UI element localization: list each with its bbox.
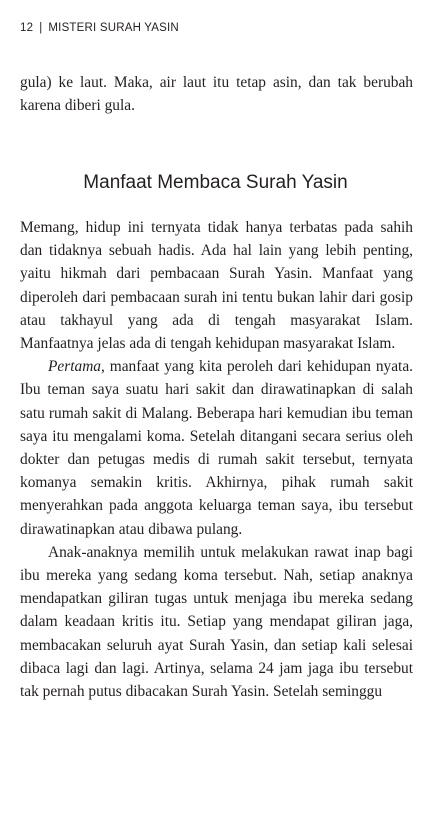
paragraph-2 — [20, 355, 413, 541]
section-heading: Manfaat Membaca Surah Yasin — [83, 172, 348, 193]
paragraph-1: Memang, hidup ini ternyata tidak hanya terbatas pada sahih dan tidaknya sebuah hadis. Ada hal lain yang lebih penting, yaitu hikmah dari pembacaan Surah Yasin. Manfaat yang diperoleh dari pembacaan surah ini tentu bukan lahir dari gosip atau takhayul yang ada di tengah masyarakat Islam. Manfaatnya jelas ada di tengah kehidupan masyarakat Islam. — [20, 219, 413, 353]
running-header — [20, 22, 179, 34]
paragraph-3: Anak-anaknya memilih untuk melakukan rawat inap bagi ibu mereka yang sedang koma tersebut. Nah, setiap anaknya mendapatkan giliran tugas untuk menjaga ibu mereka sedang dalam keadaan kritis itu. Setiap yang mendapat giliran jaga, membacakan seluruh ayat Surah Yasin, dan setiap kali selesai dibaca lagi dan lagi. Artinya, selama 24 jam jaga ibu tersebut tak pernah putus dibacakan Surah Yasin. Setelah seminggu — [20, 543, 413, 701]
paragraph-2-italic-lead: Pertama — [48, 358, 102, 376]
running-title: MISTERI SURAH YASIN — [48, 22, 179, 34]
paragraph-2-text: , manfaat yang kita peroleh dari kehidupan nyata. Ibu teman saya suatu hari sakit dan dirawatinapkan di salah satu rumah sakit di Malang. Beberapa hari kemudian ibu teman saya itu mengalami koma. Setelah ditangani secara serius oleh dokter dan petugas medis di rumah sakit tersebut, ternyata komanya semakin kritis. Akhirnya, pihak rumah sakit menyerahkan pada anggota keluarga teman saya, ibu tersebut dirawatinapkan atau dibawa pulang. — [20, 358, 413, 538]
section-body — [20, 216, 413, 703]
continuation-block — [20, 71, 413, 117]
header-separator: | — [39, 22, 43, 34]
page-number: 12 — [20, 22, 34, 34]
continuation-paragraph: gula) ke laut. Maka, air laut itu tetap asin, dan tak berubah karena diberi gula. — [20, 74, 413, 115]
